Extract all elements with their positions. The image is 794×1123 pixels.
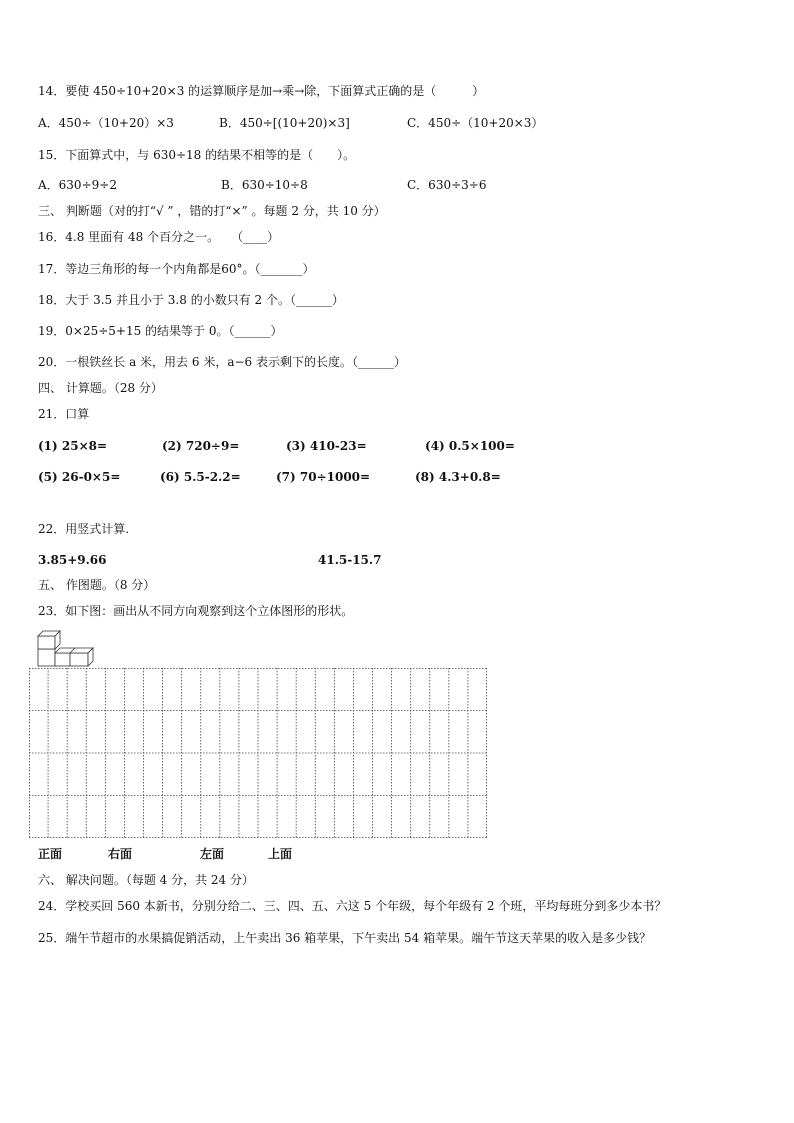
vertical-calc-2: 41.5-15.7 [318, 553, 382, 567]
mental-calc-item-3: (3) 410-23= [286, 439, 367, 453]
question-15-option-a: A．630÷9÷2 [38, 178, 117, 192]
mental-calc-item-7: (7) 70÷1000= [276, 470, 371, 484]
vertical-calc-1: 3.85+9.66 [38, 553, 107, 567]
mental-calc-item-2: (2) 720÷9= [162, 439, 240, 453]
mental-calc-item-6: (6) 5.5-2.2= [160, 470, 241, 484]
question-14-option-c: C．450÷（10+20×3） [407, 116, 544, 130]
view-label-top: 上面 [268, 847, 293, 861]
question-14-stem: 14．要使 450÷10+20×3 的运算顺序是加→乘→除，下面算式正确的是（ ） [38, 84, 485, 98]
question-14-option-b: B．450÷[(10+20)×3] [219, 116, 350, 130]
solid-figure-image [36, 630, 100, 668]
question-21-title: 21．口算 [38, 407, 90, 421]
view-label-front: 正面 [38, 847, 63, 861]
question-20: 20．一根铁丝长 a 米，用去 6 米，a−6 表示剩下的长度。（______） [38, 355, 406, 369]
question-19: 19．0×25÷5+15 的结果等于 0。（______） [38, 324, 283, 338]
mental-calc-item-5: (5) 26-0×5= [38, 470, 121, 484]
question-18: 18．大于 3.5 并且小于 3.8 的小数只有 2 个。（______） [38, 293, 344, 307]
question-15-stem: 15．下面算式中，与 630÷18 的结果不相等的是（ ）。 [38, 148, 356, 162]
view-label-right: 右面 [108, 847, 133, 861]
question-16: 16．4.8 里面有 48 个百分之一。 （____） [38, 230, 280, 244]
question-22-title: 22．用竖式计算. [38, 522, 130, 536]
question-24: 24．学校买回 560 本新书，分别分给二、三、四、五、六这 5 个年级，每个年级有 2 个班，平均每班分到多少本书？ [38, 899, 667, 913]
mental-calc-item-1: (1) 25×8= [38, 439, 108, 453]
question-17: 17．等边三角形的每一个内角都是60°。（_______） [38, 262, 315, 276]
question-15-option-b: B．630÷10÷8 [221, 178, 308, 192]
question-25: 25．端午节超市的水果搞促销活动，上午卖出 36 箱苹果，下午卖出 54 箱苹果。端午节这天苹果的收入是多少钱？ [38, 931, 652, 945]
section-5-title: 五、 作图题。（8 分） [38, 578, 156, 592]
view-label-left: 左面 [200, 847, 225, 861]
section-4-title: 四、 计算题。（28 分） [38, 381, 163, 395]
mental-calc-item-4: (4) 0.5×100= [425, 439, 515, 453]
question-23-title: 23．如下图：画出从不同方向观察到这个立体图形的形状。 [38, 604, 354, 618]
question-15-option-c: C．630÷3÷6 [407, 178, 487, 192]
section-6-title: 六、 解决问题。（每题 4 分，共 24 分） [38, 873, 254, 887]
section-3-title: 三、 判断题（对的打“√ ” ，错的打“×” 。每题 2 分，共 10 分） [38, 204, 386, 218]
question-14-option-a: A．450÷（10+20）×3 [38, 116, 174, 130]
mental-calc-item-8: (8) 4.3+0.8= [415, 470, 501, 484]
drawing-grid[interactable] [29, 668, 487, 838]
